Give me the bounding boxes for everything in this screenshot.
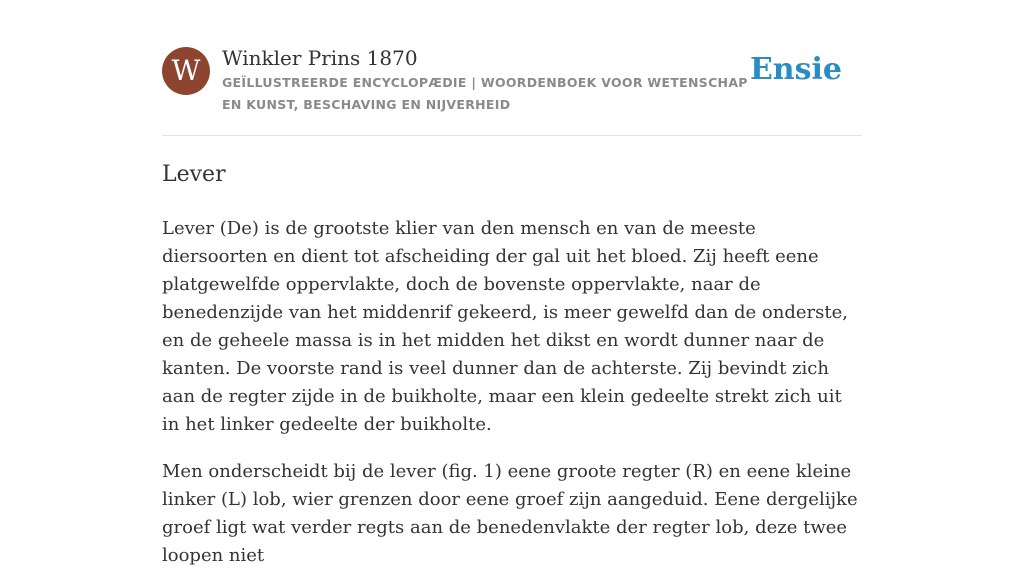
article-title: Lever: [162, 162, 226, 187]
avatar[interactable]: W: [162, 47, 210, 95]
article-paragraph: Men onderscheidt bij de lever (fig. 1) eene groote regter (R) en eene kleine linker (L) lob, wier grenzen door eene groef zijn aangeduid. Eene dergelijke groef ligt wat verder regts aan de benedenvlakte der regter lob, deze twee loopen niet: [162, 461, 858, 566]
article-body: [162, 215, 862, 570]
site-title[interactable]: Winkler Prins 1870: [222, 46, 418, 70]
site-header: [162, 0, 862, 136]
brand-logo-link[interactable]: Ensie: [749, 52, 842, 87]
site-subtitle: GEÏLLUSTREERDE ENCYCLOPÆDIE | WOORDENBOEK VOOR WETENSCHAP EN KUNST, BESCHAVING EN NIJVERHEID: [222, 75, 748, 112]
page-container: [162, 0, 862, 570]
article-paragraph: Lever (De) is de grootste klier van den mensch en van de meeste diersoorten en dient tot afscheiding der gal uit het bloed. Zij heeft eene platgewelfde oppervlakte, doch de bovenste oppervlakte, naar de benedenzijde van het middenrif gekeerd, is meer gewelfd dan de onderste, en de geheele massa is in het midden het dikst en wordt dunner naar de kanten. De voorste rand is veel dunner dan de achterste. Zij bevindt zich aan de regter zijde in de buikholte, maar een klein gedeelte strekt zich uit in het linker gedeelte der buikholte.: [162, 218, 848, 435]
